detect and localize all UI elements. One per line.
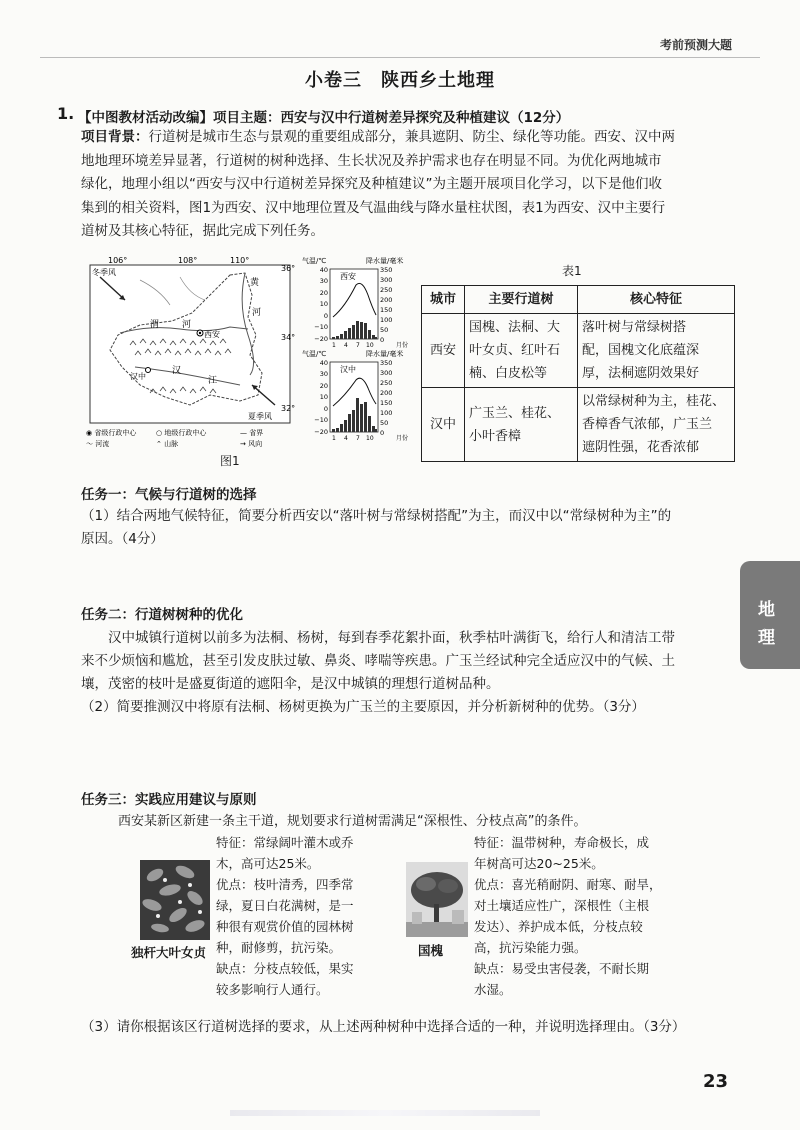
precip-tick: 350 [380,266,393,274]
passage-line: 壤，茂密的枝叶是盛夏街道的遮阳伞，是汉中城镇的理想行道树品种。 [81,676,500,692]
desc-line: 优点：喜光稍耐阴、耐寒、耐旱， [474,877,662,892]
table-cell-features [578,388,735,462]
question-number: 1. [57,104,75,123]
cell-line: 楠、白皮松等 [469,366,548,381]
xian-marker-dot [199,332,201,334]
table-caption: 表1 [562,264,582,278]
background-line: 地地理环境差异显著，行道树的树种选择、生长状况及养护需求也存在明显不同。为优化两地城市 [81,152,662,169]
task1-question [81,505,741,551]
temp-tick: 20 [319,289,328,297]
passage-line: 来不少烦恼和尴尬，甚至引发皮肤过敏、鼻炎、哮喘等疾患。广玉兰经试种完全适应汉中的气候、土 [81,653,675,669]
precip-tick: 250 [380,286,393,294]
table-row [422,314,735,388]
desc-line: 发达）、养护成本低，分枝点较 [474,919,643,934]
table-cell-features [578,314,735,388]
running-header: 考前预测大题 [659,38,732,52]
month-unit: 月份 [396,342,409,349]
table-row [422,388,735,462]
cell-line: 遮阴性强，花香浓郁 [582,440,700,455]
cell-line: 落叶树与常绿树搭 [582,320,687,335]
city-name: 西安 [340,272,356,281]
task2-question: （2）简要推测汉中将原有法桐、杨树更换为广玉兰的主要原因，并分析新树种的优势。（3分） [81,699,645,715]
subject-side-tab [740,561,800,669]
temp-tick: 40 [319,359,328,367]
side-tab-char: 地 [758,600,775,620]
precip-tick: 150 [380,399,393,407]
legend-item: ◉ 省级行政中心 [86,429,137,437]
legend-item: ⌃ 山脉 [156,440,179,448]
precip-tick: 300 [380,276,393,284]
desc-line: 水湿。 [474,982,512,997]
month-tick: 7 [356,435,360,442]
tree-b-caption: 国槐 [418,943,444,958]
task3-intro: 西安某新区新建一条主干道，规划要求行道树需满足“深根性、分枝点高”的条件。 [118,814,587,829]
background-line: 集到的相关资料，图1为西安、汉中地理位置及气温曲线与降水量柱状图，表1为西安、汉中主要行 [81,199,666,216]
river-label: 汉 [172,366,182,376]
precip-tick: 50 [380,419,389,427]
desc-line: 特征：温带树种，寿命极长，成 [474,835,650,850]
month-tick: 4 [344,435,348,442]
city-label: 汉中 [130,372,146,381]
river-label: 河 [182,320,192,330]
legend-item: — 省界 [240,429,264,437]
table-header: 核心特征 [578,286,735,314]
city-label: 西安 [204,330,220,339]
month-tick: 4 [344,342,348,349]
legend-item: ～ 河流 [86,440,110,448]
cell-line: 广玉兰、桂花、 [469,405,561,421]
temp-tick: 10 [319,300,328,308]
precip-tick: 300 [380,369,393,377]
task3-title: 任务三：实践应用建议与原则 [81,792,257,808]
task1-title: 任务一：气候与行道树的选择 [81,487,257,503]
question-line: （1）结合两地气候特征，简要分析西安以“落叶树与常绿树搭配”为主，而汉中以“常绿树种为主”的 [81,508,672,524]
background-line: 行道树是城市生态与景观的重要组成部分，兼具遮阴、防尘、绿化等功能。西安、汉中两 [148,129,675,145]
tree-b-description [474,832,702,1000]
cell-line: 叶女贞、红叶石 [469,343,561,358]
precip-axis-label: 降水量/毫米 [366,257,404,265]
cell-line: 以常绿树种为主，桂花、 [582,394,726,409]
desc-line: 木，高可达25米。 [216,856,320,871]
task3-question: （3）请你根据该区行道树选择的要求，从上述两种树种中选择合适的一种，并说明选择理由。（3分） [81,1019,686,1035]
temp-tick: −10 [314,323,328,331]
temp-axis-label: 气温/℃ [302,257,327,265]
cell-line: 香樟香气浓郁，广玉兰 [582,417,713,432]
precip-tick: 200 [380,389,393,397]
precip-tick: 200 [380,296,393,304]
summer-wind-label: 夏季风 [248,412,272,421]
lon-label: 106° [108,256,128,265]
precip-tick: 100 [380,409,393,417]
figure-caption: 图1 [220,454,240,468]
precip-tick: 250 [380,379,393,387]
desc-line: 特征：常绿阔叶灌木或乔 [216,835,354,850]
background-label: 项目背景： [81,129,149,145]
temp-tick: 0 [323,312,328,320]
precip-tick: 50 [380,326,389,334]
month-tick: 1 [332,435,336,442]
temp-axis-label: 气温/℃ [302,350,327,358]
temp-tick: 30 [319,277,328,285]
river-label: 渭 [150,320,160,330]
cell-line: 小叶香樟 [469,428,522,444]
temp-tick: −20 [314,335,328,343]
ground [406,922,468,937]
location-map [80,255,295,455]
temp-tick: −20 [314,428,328,436]
cell-line: 配，国槐文化底蕴深 [582,343,700,358]
precip-tick: 0 [380,336,385,344]
precip-tick: 350 [380,359,393,367]
desc-line: 优点：枝叶清秀，四季常 [216,877,354,892]
temp-tick: 0 [323,405,328,413]
desc-line: 种，耐修剪，抗污染。 [216,940,342,955]
task2-title: 任务二：行道树树种的优化 [81,607,243,623]
background-line: 道树及其核心特征，据此完成下列任务。 [81,223,324,239]
table-header-row [422,286,735,314]
table-cell-city: 汉中 [422,388,465,462]
hanzhong-marker [146,368,151,373]
background-line: 绿化，地理小组以“西安与汉中行道树差异探究及种植建议”为主题开展项目化学习，以下是他们收 [81,176,662,192]
desc-line: 对土壤适应性广，深根性（主根 [474,898,650,913]
table-header: 城市 [422,286,465,314]
month-unit: 月份 [396,435,409,442]
desc-line: 绿，夏日白花满树，是一 [216,898,354,913]
desc-line: 缺点：易受虫害侵袭，不耐长期 [474,961,650,976]
desc-line: 种很有观赏价值的园林树 [216,919,354,934]
month-tick: 7 [356,342,360,349]
cell-line: 厚，法桐遮阴效果好 [582,366,700,381]
temp-tick: 40 [319,266,328,274]
tree-a-caption: 独杆大叶女贞 [131,945,207,960]
precip-tick: 100 [380,316,393,324]
task2-passage [81,627,741,719]
winter-wind-label: 冬季风 [92,268,116,277]
desc-line: 较多影响行人通行。 [216,982,329,997]
temp-tick: 30 [319,370,328,378]
project-background [81,126,741,244]
desc-line: 年树高可达20~25米。 [474,856,604,871]
lat-label: 36° [281,264,295,273]
temp-tick: 10 [319,393,328,401]
table-cell-trees [465,314,578,388]
river-label: 黄 [250,278,260,288]
question-line: 原因。（4分） [81,531,164,547]
month-tick: 1 [332,342,336,349]
temp-tick: 20 [319,382,328,390]
table-cell-trees [465,388,578,462]
privet-tree-photo [140,860,210,940]
legend-item: → 风向 [240,440,263,448]
month-tick: 10 [366,342,374,349]
lon-label: 108° [178,256,198,265]
page-number: 23 [703,1071,729,1092]
pagoda-tree-photo [406,862,468,937]
legend-item: ○ 地级行政中心 [156,429,207,437]
climate-chart-hanzhong [300,348,418,443]
desc-line: 缺点：分枝点较低，果实 [216,961,354,976]
page-title: 小卷三 陕西乡土地理 [305,70,495,91]
month-tick: 10 [366,435,374,442]
river-label: 江 [208,376,218,386]
desc-line: 高，抗污染能力强。 [474,940,587,955]
precip-tick: 150 [380,306,393,314]
question-title: 【中图教材活动改编】项目主题：西安与汉中行道树差异探究及种植建议（12分） [78,110,570,126]
lon-label: 110° [230,256,250,265]
table-header: 主要行道树 [465,286,578,314]
tree-table [421,285,735,462]
river-label: 河 [252,308,262,318]
header-rule [40,57,760,58]
city-name: 汉中 [340,365,356,374]
passage-line: 汉中城镇行道树以前多为法桐、杨树，每到春季花絮扑面，秋季枯叶满街飞，给行人和清洁工带 [108,630,675,646]
temp-tick: −10 [314,416,328,424]
lat-label: 32° [281,404,295,413]
tree-a-description [216,832,394,1000]
climate-chart-xian [300,255,418,350]
lat-label: 34° [281,333,295,342]
side-tab-char: 理 [758,628,775,648]
precip-axis-label: 降水量/毫米 [366,350,404,358]
cell-line: 国槐、法桐、大 [469,320,561,335]
precip-tick: 0 [380,429,385,437]
table-cell-city: 西安 [422,314,465,388]
scan-artifact [230,1110,540,1116]
